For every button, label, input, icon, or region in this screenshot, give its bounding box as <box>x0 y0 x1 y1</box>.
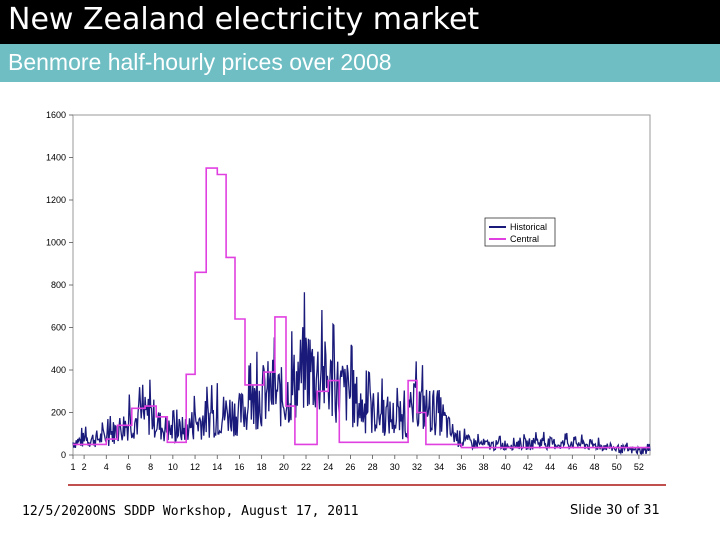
x-tick-label: 32 <box>411 462 422 472</box>
legend-label-historical: Historical <box>510 222 548 232</box>
x-tick-label: 16 <box>234 462 245 472</box>
x-tick-label: 18 <box>256 462 267 472</box>
x-tick-label: 26 <box>345 462 356 472</box>
x-axis <box>70 455 643 472</box>
legend <box>485 218 555 246</box>
x-tick-label: 36 <box>456 462 467 472</box>
x-tick-label: 40 <box>500 462 511 472</box>
subtitle-bar <box>0 44 720 82</box>
x-tick-label: 8 <box>148 462 154 472</box>
x-tick-label: 4 <box>103 462 109 472</box>
y-tick-label: 400 <box>50 365 66 375</box>
y-tick-label: 1400 <box>45 152 66 163</box>
x-tick-label: 22 <box>301 462 312 472</box>
price-chart <box>0 100 720 480</box>
x-tick-label: 1 <box>70 462 76 472</box>
slide-subtitle: Benmore half-hourly prices over 2008 <box>8 49 392 75</box>
x-tick-label: 48 <box>589 462 600 472</box>
footer-rule <box>68 484 666 486</box>
x-tick-label: 20 <box>278 462 289 472</box>
footer-left: 12/5/2020ONS SDDP Workshop, August 17, 2011 <box>22 504 359 519</box>
x-tick-label: 44 <box>545 462 556 472</box>
slide-number: Slide 30 of 31 <box>570 503 660 518</box>
slide-title: New Zealand electricity market <box>8 2 480 37</box>
y-tick-label: 1200 <box>45 195 66 205</box>
y-tick-label: 0 <box>60 450 66 460</box>
x-tick-label: 30 <box>389 462 400 472</box>
y-tick-label: 600 <box>50 322 66 333</box>
x-tick-label: 42 <box>522 462 533 472</box>
x-tick-label: 6 <box>125 462 131 472</box>
legend-label-central: Central <box>510 234 540 244</box>
x-tick-label: 52 <box>633 462 644 472</box>
y-tick-label: 200 <box>50 407 66 418</box>
x-tick-label: 38 <box>478 462 489 472</box>
title-bar <box>0 0 720 44</box>
x-tick-label: 24 <box>323 462 334 472</box>
x-tick-label: 28 <box>367 462 378 472</box>
x-tick-label: 14 <box>212 462 223 472</box>
y-tick-label: 800 <box>50 280 66 290</box>
y-tick-label: 1600 <box>45 110 66 120</box>
x-tick-label: 10 <box>167 462 178 472</box>
x-tick-label: 12 <box>190 462 201 472</box>
y-axis <box>46 110 73 460</box>
x-tick-label: 34 <box>434 462 445 472</box>
y-tick-label: 1000 <box>45 237 66 248</box>
x-tick-label: 46 <box>567 462 578 472</box>
x-tick-label: 50 <box>611 462 622 472</box>
x-tick-label: 2 <box>81 462 87 472</box>
